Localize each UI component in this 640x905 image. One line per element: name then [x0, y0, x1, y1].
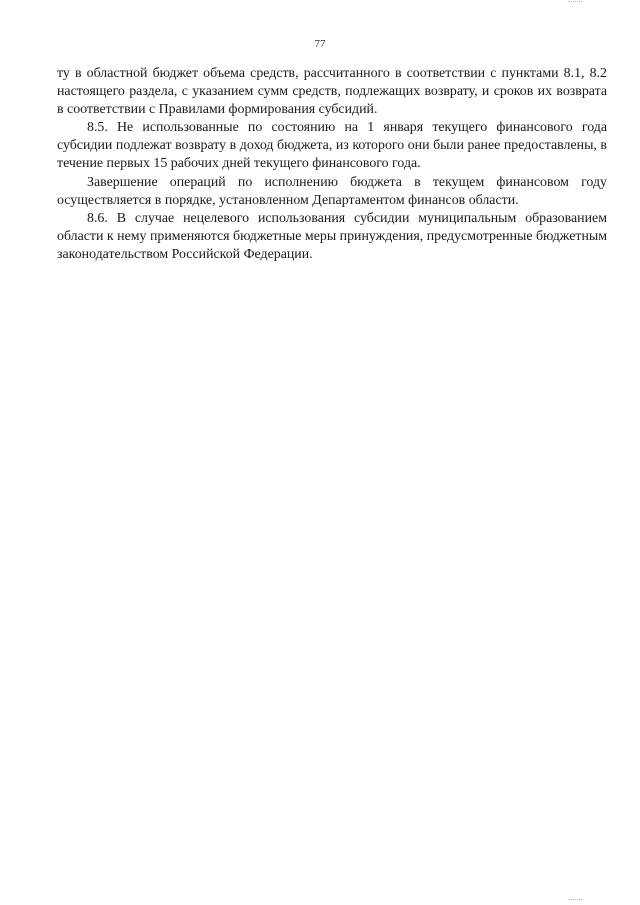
scan-artifact-bottom	[568, 899, 582, 902]
document-body	[57, 65, 607, 264]
paragraph-8-5: 8.5. Не использованные по состоянию на 1 января текущего финансового года субсидии подлежат возврату в доход бюджета, из которого они были ранее предоставлены, в течение первых 15 рабочих дней текущего финансового года.	[57, 120, 607, 172]
paragraph-8-6: 8.6. В случае нецелевого использования субсидии муниципальным образованием области к нему применяются бюджетные меры принуждения, предусмотренные бюджетным законодательством Российской Федерации.	[57, 210, 607, 262]
paragraph-budget-completion: Завершение операций по исполнению бюджета в текущем финансовом году осуществляется в порядке, установленном Департаментом финансов области.	[57, 174, 607, 208]
scan-artifact-top	[568, 1, 582, 4]
paragraph-continuation: ту в областной бюджет объема средств, рассчитанного в соответствии с пунктами 8.1, 8.2 настоящего раздела, с указанием сумм средств, подлежащих возврату, и сроков их возврата в соответствии с Правилами формирования субсидий.	[57, 66, 607, 118]
page-number: 77	[314, 38, 326, 50]
